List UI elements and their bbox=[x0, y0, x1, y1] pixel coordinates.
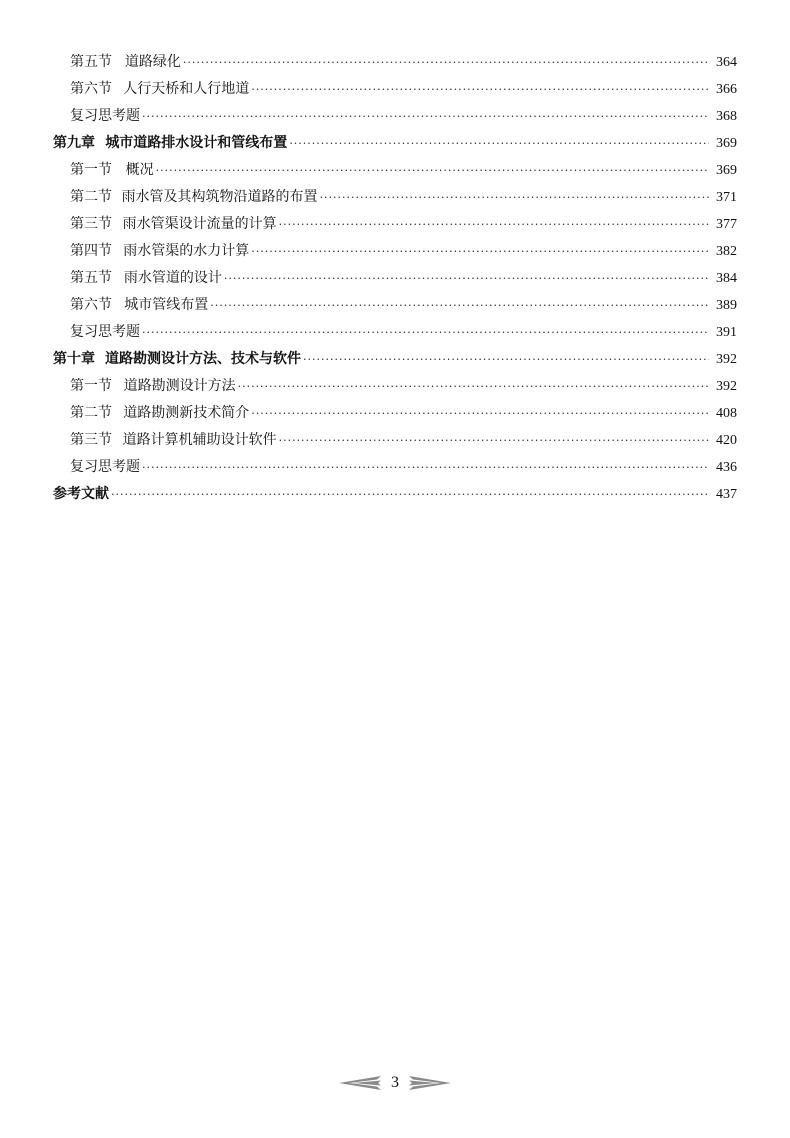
toc-row-page: 389 bbox=[716, 298, 737, 313]
toc-row-page: 420 bbox=[716, 433, 737, 448]
toc-row-title: 复习思考题 bbox=[70, 324, 140, 340]
dot-leader bbox=[142, 319, 709, 346]
page-number: 3 bbox=[391, 1074, 399, 1091]
toc-row-number: 第六节 bbox=[70, 81, 112, 97]
toc-row-title: 城市道路排水设计和管线布置 bbox=[105, 135, 288, 151]
toc-row[interactable] bbox=[53, 184, 737, 211]
toc-row[interactable] bbox=[53, 319, 737, 346]
toc-row[interactable] bbox=[53, 292, 737, 319]
table-of-contents bbox=[53, 49, 737, 508]
toc-row[interactable] bbox=[53, 103, 737, 130]
toc-row-page: 366 bbox=[716, 82, 737, 97]
toc-row[interactable] bbox=[53, 76, 737, 103]
toc-row-number: 第五节 bbox=[70, 54, 112, 70]
toc-row-page: 392 bbox=[716, 379, 737, 394]
dot-leader bbox=[251, 76, 709, 103]
toc-row-title: 雨水管道的设计 bbox=[123, 270, 222, 286]
dot-leader bbox=[303, 346, 709, 373]
toc-row-title: 概况 bbox=[125, 162, 154, 178]
toc-row-number: 第三节 bbox=[70, 432, 112, 448]
toc-row-page: 408 bbox=[716, 406, 737, 421]
toc-row-number: 第三节 bbox=[70, 216, 112, 232]
toc-row-title: 道路勘测设计方法 bbox=[123, 378, 236, 394]
toc-row-title: 城市管线布置 bbox=[124, 297, 209, 313]
toc-row-page: 368 bbox=[716, 109, 737, 124]
toc-row[interactable] bbox=[53, 265, 737, 292]
toc-row-title: 复习思考题 bbox=[70, 459, 140, 475]
toc-row-page: 364 bbox=[716, 55, 737, 70]
toc-row-title: 复习思考题 bbox=[70, 108, 140, 124]
toc-row-number: 第一节 bbox=[70, 378, 112, 394]
toc-row-page: 377 bbox=[716, 217, 737, 232]
toc-row-page: 384 bbox=[716, 271, 737, 286]
dot-leader bbox=[142, 103, 709, 130]
toc-row[interactable] bbox=[53, 238, 737, 265]
page-footer bbox=[0, 1073, 790, 1093]
toc-row-page: 436 bbox=[716, 460, 737, 475]
toc-row-page: 369 bbox=[716, 163, 737, 178]
dot-leader bbox=[224, 265, 709, 292]
toc-row-title: 雨水管渠设计流量的计算 bbox=[122, 216, 277, 232]
toc-row-page: 392 bbox=[716, 352, 737, 367]
right-arrow-icon[interactable] bbox=[409, 1075, 451, 1091]
dot-leader bbox=[279, 211, 709, 238]
dot-leader bbox=[251, 238, 709, 265]
toc-row[interactable] bbox=[53, 211, 737, 238]
dot-leader bbox=[251, 400, 709, 427]
toc-row-number: 第十章 bbox=[53, 351, 95, 367]
left-arrow-icon[interactable] bbox=[339, 1075, 381, 1091]
toc-row-number: 第四节 bbox=[70, 243, 112, 259]
toc-row[interactable] bbox=[53, 49, 737, 76]
dot-leader bbox=[183, 49, 709, 76]
dot-leader bbox=[111, 481, 709, 508]
dot-leader bbox=[210, 292, 709, 319]
toc-row-title: 道路计算机辅助设计软件 bbox=[122, 432, 277, 448]
toc-row[interactable] bbox=[53, 454, 737, 481]
toc-row[interactable] bbox=[53, 373, 737, 400]
toc-row-title: 道路绿化 bbox=[124, 54, 181, 70]
toc-row-title: 人行天桥和人行地道 bbox=[123, 81, 250, 97]
toc-row-page: 391 bbox=[716, 325, 737, 340]
toc-row-number: 第五节 bbox=[70, 270, 112, 286]
toc-row[interactable] bbox=[53, 157, 737, 184]
toc-row-number: 第六节 bbox=[70, 297, 112, 313]
toc-row-number: 第二节 bbox=[70, 405, 112, 421]
toc-row-page: 369 bbox=[716, 136, 737, 151]
toc-row-title: 参考文献 bbox=[53, 486, 109, 502]
dot-leader bbox=[156, 157, 709, 184]
toc-row-title: 雨水管及其构筑物沿道路的布置 bbox=[121, 189, 318, 205]
dot-leader bbox=[320, 184, 709, 211]
toc-row-number: 第九章 bbox=[53, 135, 95, 151]
dot-leader bbox=[279, 427, 709, 454]
toc-row-number: 第一节 bbox=[70, 162, 112, 178]
dot-leader bbox=[142, 454, 709, 481]
toc-row-title: 道路勘测设计方法、技术与软件 bbox=[104, 351, 301, 367]
toc-row-title: 雨水管渠的水力计算 bbox=[123, 243, 250, 259]
dot-leader bbox=[289, 130, 709, 157]
toc-row-number: 第二节 bbox=[70, 189, 112, 205]
toc-chapter-row[interactable] bbox=[53, 346, 737, 373]
dot-leader bbox=[238, 373, 709, 400]
toc-row[interactable] bbox=[53, 400, 737, 427]
toc-row-page: 437 bbox=[716, 487, 737, 502]
toc-row-title: 道路勘测新技术简介 bbox=[123, 405, 250, 421]
toc-row-page: 382 bbox=[716, 244, 737, 259]
toc-row[interactable] bbox=[53, 427, 737, 454]
toc-row-page: 371 bbox=[716, 190, 737, 205]
toc-chapter-row[interactable] bbox=[53, 130, 737, 157]
toc-chapter-row[interactable] bbox=[53, 481, 737, 508]
